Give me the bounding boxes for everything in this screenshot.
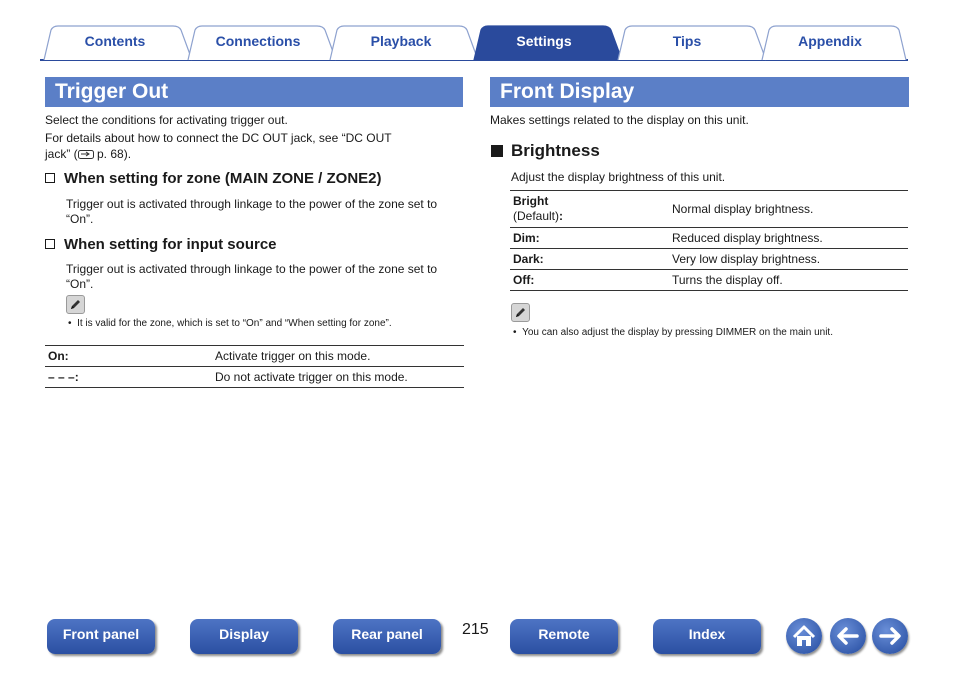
option-value: Activate trigger on this mode. [212,346,464,367]
trigger-note [68,318,392,329]
page-number: 215 [462,621,489,638]
option-key: – – –: [45,367,212,388]
input-heading [45,236,277,253]
option-key: Dark: [510,249,669,270]
back-button[interactable] [830,618,866,654]
option-value: Very low display brightness. [669,249,908,270]
arrow-right-icon [872,618,908,654]
option-key: Dim: [510,228,669,249]
nav-front-panel-button[interactable]: Front panel [47,619,155,654]
section-title-front-display: Front Display [490,77,909,107]
zone-heading-label: When setting for zone (MAIN ZONE / ZONE2) [64,170,382,187]
input-text-line1: Trigger out is activated through linkage to the power of the zone set to [66,262,438,276]
tab-appendix[interactable]: Appendix [798,33,862,49]
brightness-text: Adjust the display brightness of this unit. [511,170,726,184]
table-row [510,228,908,249]
zone-heading [45,170,382,187]
table-row [45,367,464,388]
dc-out-ref-prefix: jack” ( [45,147,78,161]
table-row [510,249,908,270]
checkbox-icon [45,239,55,249]
home-button[interactable] [786,618,822,654]
front-display-note-text: You can also adjust the display by pressing DIMMER on the main unit. [522,327,833,338]
square-bullet-icon [491,145,503,157]
dc-out-ref-link[interactable]: p. 68). [93,147,132,161]
top-tab-bar [40,24,910,62]
nav-index-button[interactable]: Index [653,619,761,654]
trigger-note-text: It is valid for the zone, which is set to “On” and “When setting for zone”. [77,318,392,329]
bright-colon: : [559,209,564,223]
bullet-icon: • [513,327,523,338]
pencil-note-icon [511,303,530,322]
checkbox-icon [45,173,55,183]
table-row [45,346,464,367]
tab-tips[interactable]: Tips [672,33,702,49]
hand-pointer-icon [78,148,94,164]
brightness-options-table [510,190,908,291]
front-display-note [513,327,833,338]
tab-connections[interactable]: Connections [215,33,301,49]
section-title-trigger-out: Trigger Out [45,77,463,107]
bright-key: Bright [513,194,549,208]
input-text-line2: “On”. [66,277,94,291]
nav-rear-panel-button[interactable]: Rear panel [333,619,441,654]
option-value: Normal display brightness. [669,191,908,228]
nav-display-button[interactable]: Display [190,619,298,654]
tab-playback[interactable]: Playback [370,33,432,49]
input-heading-label: When setting for input source [64,236,277,253]
bright-default: (Default) [513,209,560,223]
pencil-note-icon [66,295,85,314]
option-key: Off: [510,270,669,291]
forward-button[interactable] [872,618,908,654]
option-value: Turns the display off. [669,270,908,291]
front-display-intro: Makes settings related to the display on this unit. [490,113,749,127]
brightness-heading [491,141,600,161]
tab-settings[interactable]: Settings [516,33,572,49]
option-value: Do not activate trigger on this mode. [212,367,464,388]
trigger-dc-out-text: For details about how to connect the DC OUT jack, see “DC OUT [45,131,392,145]
nav-remote-button[interactable]: Remote [510,619,618,654]
trigger-options-table [45,345,464,388]
trigger-intro: Select the conditions for activating trigger out. [45,113,288,127]
option-key [510,191,669,228]
zone-text-line1: Trigger out is activated through linkage to the power of the zone set to [66,197,438,211]
trigger-dc-out-ref [45,146,131,164]
tab-contents[interactable]: Contents [84,33,146,49]
brightness-heading-label: Brightness [511,141,600,160]
table-row [510,270,908,291]
arrow-left-icon [830,618,866,654]
option-key: On: [45,346,212,367]
home-icon [786,618,822,654]
table-row [510,191,908,228]
option-value: Reduced display brightness. [669,228,908,249]
zone-text-line2: “On”. [66,212,94,226]
bullet-icon: • [68,318,78,329]
